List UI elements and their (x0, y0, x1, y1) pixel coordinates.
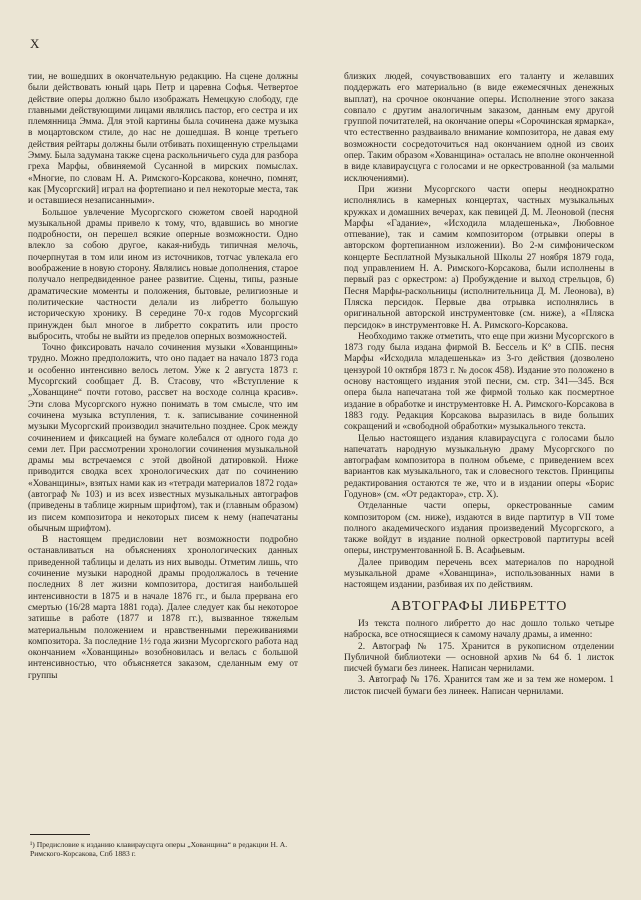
paragraph: Точно фиксировать начало сочинения музыки «Хованщины» трудно. Можно предположить, что оно падает на начало 1873 года и особенно интенсивно велось летом. Уже к 2 августа 1873 г. Мусоргский сообщает Д. В. Стасову, что «Вступление к „Хованщине“ почти готово, рассвет на восходе солнца красив». Эти слова Мусоргского нужно понимать в том смысле, что им сочинена музыка вступления, т. к. записывание сочиненной музыки Мусоргский производил значительно позднее. Срок между сочинением и фиксацией на бумаге колебался от одного года до семи лет. При рассмотрении хронологии сочинения музыкальной драмы мы встречаемся с этой двойной датировкой. Ниже приводится сводка всех хронологических дат по сочинению «Хованщины», взятых нами как из «тетради материалов 1872 года» (автограф № 103) и из всех известных музыкальных автографов (приведены в таблице жирным шрифтом), так и (главным образом) из писем композитора и некоторых писем к нему (напечатаны обычным шрифтом). (28, 343, 298, 534)
section-heading: АВТОГРАФЫ ЛИБРЕТТО (390, 598, 568, 614)
paragraph: При жизни Мусоргского части оперы неоднократно исполнялись в камерных концертах, частных музыкальных кружках и домашних вечерах, как певицей Д. М. Леоновой (песня Марфы «Гадание», «Исходила младешенька», Любовное отпевание), так и самим композитором (отрывки оперы в авторском фортепианном изложении). Во 2-м симфоническом концерте Бесплатной Музыкальной Школы 27 ноября 1879 года, под управлением Н. А. Римского-Корсакова, были исполнены в первый раз с оркестром: а) Пробуждение и выход стрельцов, б) Песня Марфы-раскольницы (исполнительница Д. М. Леонова), в) Пляска персидок. Первые два отрывка исполнялись в оригинальной авторской инструментовке (см. ниже), а «Пляска персидок» в инструментовке Н. А. Римского-Корсакова. (344, 184, 614, 331)
paragraph: близких людей, сочувствовавших его таланту и желавших поддержать его материально (в виде ежемесячных денежных выплат), на срочное окончание оперы. Исполнение этого заказа совпало с другим аналогичным заказом, данным ему другой группой почитателей, на окончание оперы «Сорочинская ярмарка», что естественно раздваивало внимание композитора, не давая ему возможности сосредоточиться над окончанием одной из своих опер. Таким образом «Хованщина» осталась не вполне оконченной в виде клавираусцуга с голосами и не оркестрованной (за малыми исключениями). (344, 72, 614, 184)
page-number: X (30, 36, 40, 51)
right-column (344, 72, 614, 698)
footnote: ¹) Предисловие к изданию клавираусцуга оперы „Хованщина“ в редакции Н. А. Римского-Корсакова, Спб 1883 г. (30, 840, 288, 858)
left-column (28, 72, 298, 682)
paragraph: Далее приводим перечень всех материалов по народной музыкальной драме «Хованщина», использованных нами в настоящем издании, разбивая их по действиям. (344, 557, 614, 591)
footnote-divider (30, 834, 90, 835)
paragraph: Отделанные части оперы, оркестрованные самим композитором (см. ниже), издаются в виде партитур в VII томе полного академического издания произведений Мусоргского, а также войдут в издание полной оркестровой партитуры всей оперы, инструментованной Б. В. Асафьевым. (344, 501, 614, 557)
paragraph: Из текста полного либретто до нас дошло только четыре наброска, все относящиеся к самому началу драмы, а именно: (344, 618, 614, 641)
paragraph: тии, не вошедших в окончательную редакцию. На сцене должны были действовать юный царь Петр и царевна Софья. Четвертое действие оперы должно было изображать Немецкую слободу, где главными действующими лицами являлись пастор, его сестра и их племянница Эмма. Для этой картины была сочинена даже музыка в моцартовском стиле, до нас не дошедшая. В конце третьего действия рейтары должны были отбивать похищенную стрельцами Эмму. Была задумана также сцена раскольничьего суда для разбора греха Марфы, обвиняемой Сусанной в мирских помыслах. «Многие, по словам Н. А. Римского-Корсакова, конечно, помнят, как [Мусоргский] играл на фортепиано и пел некоторые места, так и оставшиеся незаписанными». (28, 72, 298, 207)
paragraph: Целью настоящего издания клавираусцуга с голосами было напечатать народную музыкальную драму Мусоргского по автографам композитора в полном объеме, с приведением всех вариантов как музыкального, так и словесного текстов. Принципы редактирования остаются те же, что и в издании оперы «Борис Годунов» (см. «От редактора», стр. X). (344, 433, 614, 500)
paragraph: В настоящем предисловии нет возможности подробно останавливаться на объяснениях хронологических данных приведенной таблицы и делать из них выводы. Отметим лишь, что сочинение музыки народной драмы продолжалось в течение последних 8 лет жизни композитора, достигая наибольшей интенсивности в 1875 и в начале 1876 гг., и была прервана его смертью (16/28 марта 1881 года). Далее следует как бы некоторое затишье в работе (1877 и 1878 гг.), вызванное тяжелым материальным положением и нравственными переживаниями композитора. За последние 1½ года жизни Мусоргского работа над окончанием «Хованщины» возобновилась и велась с большой интенсивностью, что объясняется заказом, сделанным ему от группы (28, 535, 298, 681)
paragraph: Большое увлечение Мусоргского сюжетом своей народной музыкальной драмы привело к тому, что, вдавшись во многие подробности, он перешел всякие оперные возможности. Одно влекло за собою другое, какая-нибудь типичная мелочь, почерпнутая в том или ином из источников, тотчас увлекала его воображение в новую сторону. Являлись новые дополнения, старое получало непредвиденное ранее развитие. Сцены, типы, разные драматические моменты и положения, бытовые, религиозные и политические частности делали из либретто большую историческую хронику. В середине 70-х годов Мусоргский принужден был многое в либретто сократить или просто выбросить, чтобы не выйти из пределов оперных возможностей. (28, 207, 298, 342)
paragraph: 3. Автограф № 176. Хранится там же и за тем же номером. 1 листок писчей бумаги без линеек. Написан чернилами. (344, 675, 614, 697)
paragraph: Необходимо также отметить, что еще при жизни Мусоргского в 1873 году была издана фирмой В. Бессель и К° в СПБ. песня Марфы «Исходила младешенька» из 3-го действия (дозволено цензурой 10 октября 1873 г. № досок 458). Издание это положено в основу настоящего издания этой песни, см. стр. 341—345. Вся опера была напечатана той же фирмой только как посмертное издание в обработке и инструментовке Н. А. Римского-Корсакова в 1883 году. Редакция Корсакова выразилась в виде больших сокращений и «свободной обработки» музыкального текста. (344, 331, 614, 433)
paragraph: 2. Автограф № 175. Хранится в рукописном отделении Публичной библиотеки — основной архив № 64 б. 1 листок писчей бумаги без линеек. Написан чернилами. (344, 641, 614, 675)
